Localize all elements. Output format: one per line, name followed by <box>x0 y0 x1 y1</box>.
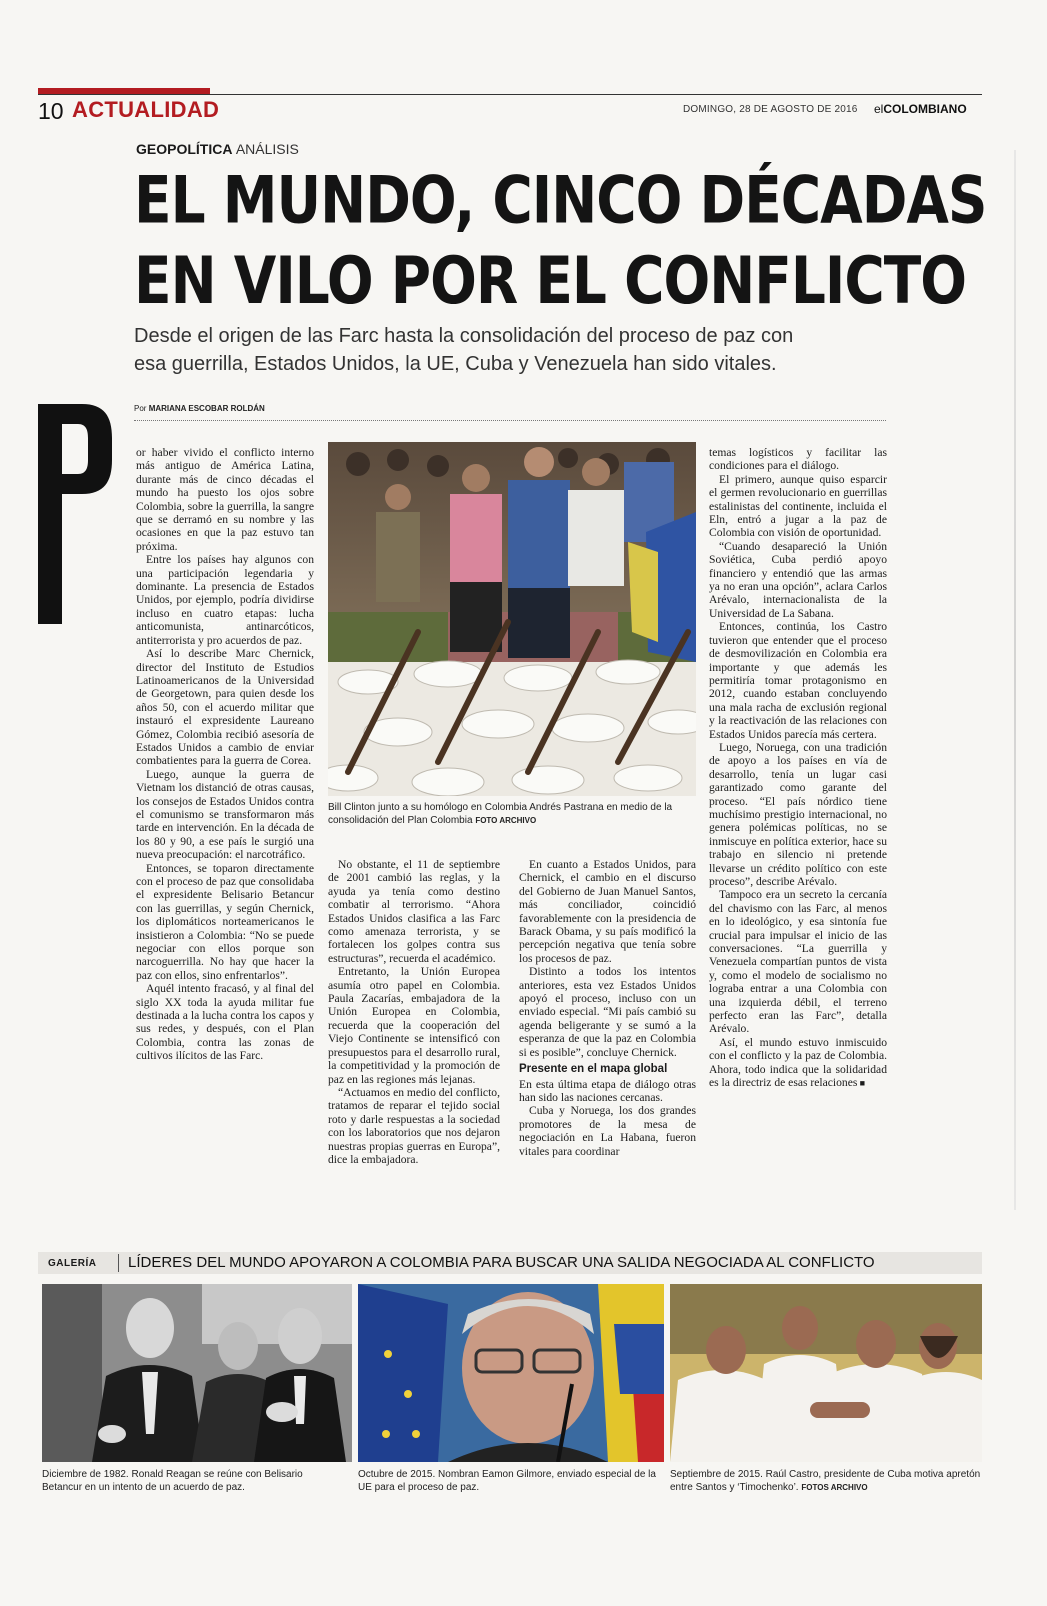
headline-line-1: EL MUNDO, CINCO DÉCADAS <box>134 162 987 238</box>
section-name: ACTUALIDAD <box>72 97 220 122</box>
gallery-label: GALERÍA <box>48 1258 97 1269</box>
paragraph: Entretanto, la Unión Europea asumía otro papel en Colombia. Paula Zacarías, embajadora de la Unión Europea en Colombia, recuerda que la cooperación del Viejo Continente se intensificó con presupuestos para el desarrollo rural, la competitividad y la promoción de paz en las regiones más lejanas. <box>328 965 500 1086</box>
byline-rule <box>134 420 886 421</box>
lede <box>134 322 894 378</box>
page-number: 10 <box>38 98 64 124</box>
caption-text: Septiembre de 2015. Raúl Castro, presidente de Cuba motiva apretón entre Santos y ‘Timochenko’. <box>670 1469 981 1493</box>
paragraph: “Cuando desapareció la Unión Soviética, Cuba perdió apoyo financiero y entendió que las armas ya no eran una opción”, aclara Carlos Arévalo, internacionalista de la Universidad de La Sabana. <box>709 539 887 620</box>
gallery-title: LÍDERES DEL MUNDO APOYARON A COLOMBIA PARA BUSCAR UNA SALIDA NEGOCIADA AL CONFLICTO <box>128 1254 875 1271</box>
paragraph: Entre los países hay algunos con una participación legendaria y dominante. La presencia de Estados Unidos, por ejemplo, podría dividirse incluso en cuatro etapas: lucha anticomunista, antinarcóticos, antiterrorista y pro acuerdos de paz. <box>136 553 314 647</box>
article-column-3 <box>519 858 696 1158</box>
lede-line-1: Desde el origen de las Farc hasta la consolidación del proceso de paz con <box>134 325 794 347</box>
paragraph: En esta última etapa de diálogo otras han sido las naciones cercanas. <box>519 1077 696 1104</box>
paragraph: or haber vivido el conflicto interno más antiguo de América Latina, durante más de cinco décadas el mundo ha puesto los ojos sobre Colombia, sobre la guerrilla, la sangre que se derramó en su nombre y las ocasiones en que la paz estuvo tan próxima. <box>136 446 314 553</box>
paragraph: “Actuamos en medio del conflicto, tratamos de reparar el tejido social roto y darle respuestas a la sociedad con los laboratorios que nos dejaron nuestras propias guerras en Europa”, dice la embajadora. <box>328 1085 500 1166</box>
brand-name: COLOMBIANO <box>883 102 967 116</box>
paragraph: El primero, aunque quiso esparcir el germen revolucionario en guerrillas estalinistas del continente, incluida el Eln, entró a jugar a la paz de Colombia con visión de oportunidad. <box>709 472 887 540</box>
article-column-2 <box>328 858 500 1166</box>
gallery-caption-2: Octubre de 2015. Nombran Eamon Gilmore, enviado especial de la UE para el proceso de paz. <box>358 1469 656 1493</box>
paragraph: Tampoco era un secreto la cercanía del chavismo con las Farc, al menos en lo ideológico, y esa sintonía fue crucial para impulsar el inicio de las conversaciones. “La guerrilla y Venezuela compartían puntos de vista y, como el modelo de socialismo no lograba entrar a una Colombia con una izquierda débil, el terreno perfecto eran las Farc”, detalla Arévalo. <box>709 888 887 1036</box>
paragraph: Así lo describe Marc Chernick, director del Instituto de Estudios Latinoamericanos de la Universidad de Georgetown, para quien desde los años 50, con el acuerdo militar que instauró el expresidente Laureano Gómez, Colombia recibió asesoría de Estados Unidos a cambio de enviar combatientes para la guerra de Corea. <box>136 647 314 768</box>
kicker-type: ANÁLISIS <box>235 141 299 157</box>
paragraph: Aquél intento fracasó, y al final del siglo XX toda la ayuda militar fue destinada a la lucha contra los capos y sus redes, y después, con el Plan Colombia, contra las zonas de cultivos ilícitos de las Farc. <box>136 982 314 1063</box>
byline <box>134 404 265 413</box>
headline <box>134 160 1014 320</box>
newspaper-brand <box>874 102 967 116</box>
photo-credit: FOTO ARCHIVO <box>475 816 537 825</box>
paragraph-final: Así, el mundo estuvo inmiscuido con el conflicto y la paz de Colombia. Ahora, todo indica que la solidaridad es la directriz de esas relaciones ■ <box>709 1036 887 1091</box>
main-photo-caption <box>328 801 696 827</box>
gallery-photo-reagan <box>42 1284 352 1462</box>
gallery-divider <box>118 1254 119 1272</box>
article-kicker <box>136 141 299 157</box>
main-photo <box>328 442 696 796</box>
paragraph: Luego, aunque la guerra de Vietnam los distanció de otras causas, los consejos de Estados Unidos contra el comunismo se transformaron más tarde en intervención. En la década de los 80 y 90, a ese país le surgió una nueva preocupación: el narcotráfico. <box>136 767 314 862</box>
paragraph: Entonces, se toparon directamente con el proceso de paz que consolidaba el expresidente Belisario Betancur con las guerrillas, y según Chernick, los diplomáticos norteamericanos le insistieron a Colombia: “No se puede negociar con ellos porque son narcoguerrilla. No hay que hacer la paz con ellos, sino enfrentarlos”. <box>136 861 314 982</box>
gallery-caption-1: Diciembre de 1982. Ronald Reagan se reúne con Belisario Betancur en un intento de un acuerdo de paz. <box>42 1469 303 1493</box>
gallery-photo-gilmore <box>358 1284 664 1462</box>
kicker-topic: GEOPOLÍTICA <box>136 141 232 157</box>
gallery-photo-castro <box>670 1284 982 1462</box>
drop-cap <box>38 404 112 624</box>
photo-credit: FOTOS ARCHIVO <box>801 1483 868 1492</box>
brand-prefix: el <box>874 102 884 116</box>
byline-prefix: Por <box>134 404 147 413</box>
subheading: Presente en el mapa global <box>519 1063 668 1076</box>
paragraph: No obstante, el 11 de septiembre de 2001 cambió las reglas, y la ayuda ya tenía como destino combatir al terrorismo. “Ahora Estados Unidos clasifica a las Farc como amenaza terrorista, y se fortalecen los golpes contra sus estructuras”, recuerda el académico. <box>328 858 500 965</box>
author-name: MARIANA ESCOBAR ROLDÁN <box>148 404 265 413</box>
header-rule <box>38 94 982 95</box>
paragraph: Luego, Noruega, con una tradición de apoyo a los países en vía de desarrollo, tenía un lugar casi garantizado como garante del proceso. “El país nórdico tiene muchísimo prestigio internacional, no genera polémicas políticas, no se inmiscuye en política exterior, hace su trabajo en silencio ni pretende llevarse un crédito político con este proceso”, describe Arévalo. <box>709 740 887 888</box>
paragraph: Distinto a todos los intentos anteriores, esta vez Estados Unidos apoyó el proceso, incluso con un enviado especial. “Mi país cambió su agenda beligerante y se sumó a la esperanza de que la paz en Colombia si es posible”, concluye Chernick. <box>519 965 696 1059</box>
paragraph: En cuanto a Estados Unidos, para Chernick, el cambio en el discurso del Gobierno de Juan Manuel Santos, más conciliador, coincidió favorablemente con la presidencia de Barack Obama, y su país modificó la percepción negativa que tenía sobre los procesos de paz. <box>519 858 696 965</box>
gallery-caption-3 <box>670 1468 984 1494</box>
paragraph: Entonces, continúa, los Castro tuvieron que entender que el proceso de desmovilización en Colombia era importante y que además les permitiría tomar protagonismo en 2012, cuando estaban concluyendo una mala racha de exclusión regional y la reactivación de las relaciones con Estados Unidos parecía más certera. <box>709 620 887 741</box>
article-column-1 <box>136 446 314 1063</box>
caption-text: Bill Clinton junto a su homólogo en Colombia Andrés Pastrana en medio de la consolidación del Plan Colombia <box>328 802 673 826</box>
paragraph: Cuba y Noruega, los dos grandes promotores de la mesa de negociación en La Habana, fueron vitales para coordinar <box>519 1104 696 1158</box>
paragraph: temas logísticos y facilitar las condiciones para el diálogo. <box>709 446 887 473</box>
edition-date: DOMINGO, 28 DE AGOSTO DE 2016 <box>683 104 858 115</box>
article-column-4 <box>709 446 887 1091</box>
page-edge-shadow <box>1014 150 1016 1210</box>
headline-line-2: EN VILO POR EL CONFLICTO <box>134 242 966 319</box>
lede-line-2: esa guerrilla, Estados Unidos, la UE, Cuba y Venezuela han sido vitales. <box>134 353 777 375</box>
